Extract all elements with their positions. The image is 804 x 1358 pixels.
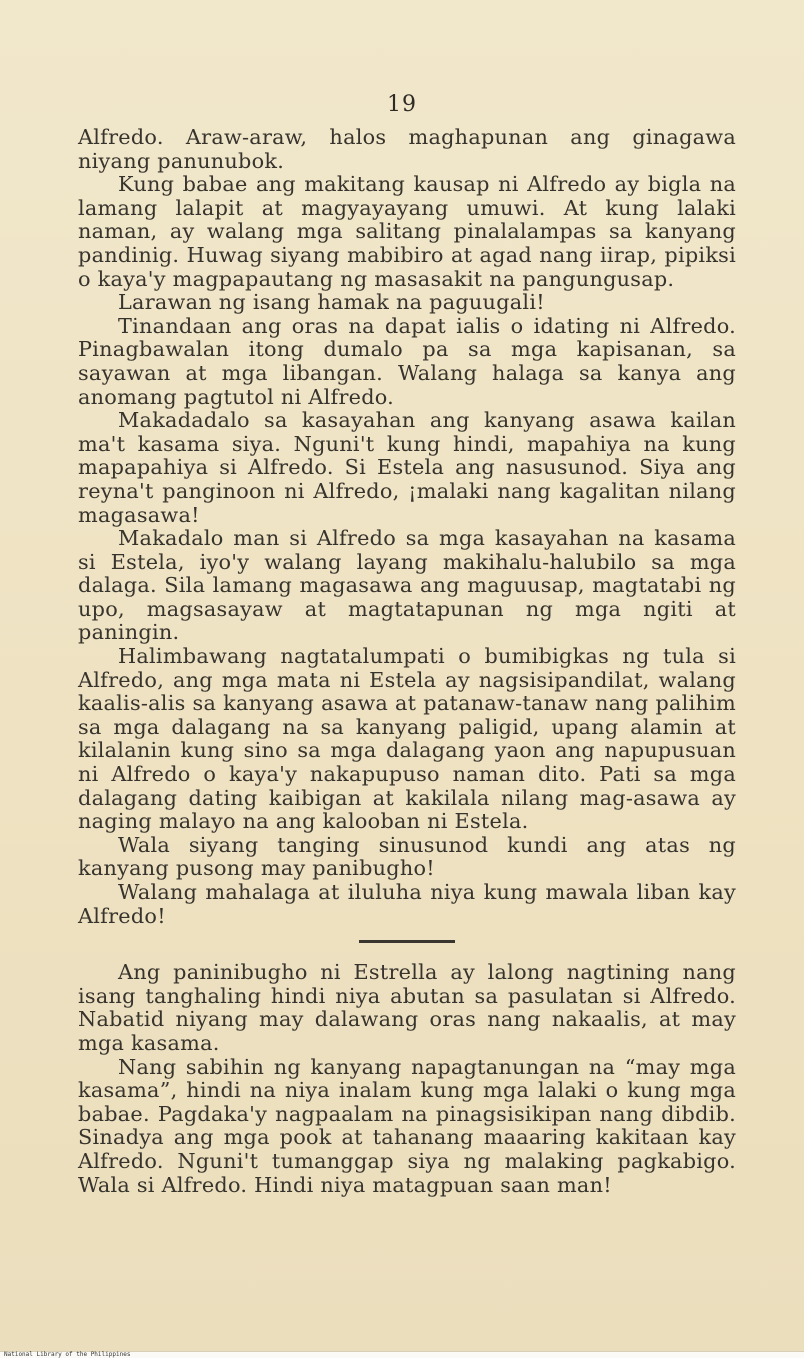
body-text <box>78 126 736 1197</box>
paragraph: Nang sabihin ng kanyang napagtanungan na “may mga kasama”, hindi na niya inalam kung mga lalaki o kung mga babae. Pagdaka'y nagpaalam na pinagsisikipan nang dibdib. Sinadya ang mga pook at tahanang maaaring kakitaan kay Alfredo. Nguni't tumanggap siya ng malaking pagkabigo. Wala si Alfredo. Hindi niya matagpuan saan man! <box>78 1054 736 1197</box>
paragraph: Walang mahalaga at iluluha niya kung mawala liban kay Alfredo! <box>78 880 736 928</box>
paragraph-continued: Alfredo. Araw-araw, halos maghapunan ang ginagawa niyang panunubok. <box>78 125 736 173</box>
page-number: 19 <box>387 92 417 117</box>
paragraph: Makadalo man si Alfredo sa mga kasayahan na kasama si Estela, iyo'y walang layang makihalu-halubilo sa mga dalaga. Sila lamang magasawa ang maguusap, magtatabi ng upo, magsasayaw at magtatapunan ng mga ngiti at paningin. <box>78 526 736 645</box>
section-divider <box>359 940 455 943</box>
paragraph: Larawan ng isang hamak na paguugali! <box>118 290 545 315</box>
paragraph: Ang paninibugho ni Estrella ay lalong nagtining nang isang tanghaling hindi niya abutan sa pasulatan si Alfredo. Nabatid niyang may dalawang oras nang nakaalis, at may mga kasama. <box>78 960 736 1055</box>
paragraph: Tinandaan ang oras na dapat ialis o idating ni Alfredo. Pinagbawalan itong dumalo pa sa mga kapisanan, sa sayawan at mga libangan. Walang halaga sa kanya ang anomang pagtutol ni Alfredo. <box>78 313 736 409</box>
paragraph: Halimbawang nagtatalumpati o bumibigkas ng tula si Alfredo, ang mga mata ni Estela ay nagsisipandilat, walang kaalis-alis sa kanyang asawa at patanaw-tanaw nang palihim sa mga dalagang na sa kanyang paligid, upang alamin at kilalanin kung sino sa mga dalagang yaon ang napupusuan ni Alfredo o kaya'y nakapupuso naman dito. Pati sa mga dalagang dating kaibigan at kakilala nilang mag-asawa ay naging malayo na ang kalooban ni Estela. <box>78 644 736 834</box>
footer-credit: National Library of the Philippines <box>4 1351 131 1358</box>
paragraph: Makadadalo sa kasayahan ang kanyang asawa kailan ma't kasama siya. Nguni't kung hindi, mapahiya na kung mapapahiya si Alfredo. Si Estela ang nasusunod. Siya ang reyna't panginoon ni Alfredo, ¡malaki nang kagalitan nilang magasawa! <box>78 408 736 527</box>
paragraph: Kung babae ang makitang kausap ni Alfredo ay bigla na lamang lalapit at magyayayang umuwi. At kung lalaki naman, ay walang mga salitang pinalalampas sa kanyang pandinig. Huwag siyang mabibiro at agad nang iirap, pipiksi o kaya'y magpapautang ng masasakit na pangungusap. <box>78 172 736 291</box>
paragraph: Wala siyang tanging sinusunod kundi ang atas ng kanyang pusong may panibugho! <box>78 832 736 881</box>
